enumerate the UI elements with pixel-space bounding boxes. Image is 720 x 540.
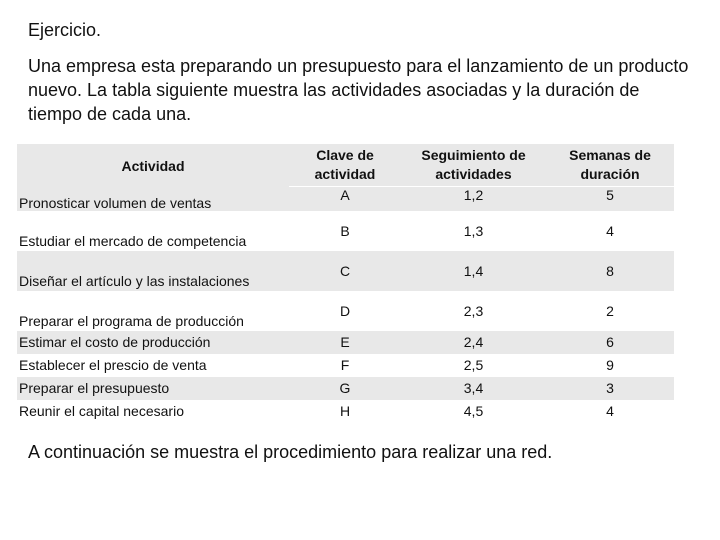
header-activity-key: Clave de actividad xyxy=(289,144,401,186)
activity-key: F xyxy=(289,354,401,377)
table-row xyxy=(17,331,674,354)
table-row xyxy=(17,400,674,423)
table-row xyxy=(17,377,674,400)
exercise-intro: Una empresa esta preparando un presupuesto para el lanzamiento de un producto nuevo. La tabla siguiente muestra las actividades asociadas y la duración de tiempo de cada una. xyxy=(28,56,689,124)
table-row xyxy=(17,291,674,331)
header-weeks: Semanas de duración xyxy=(546,144,674,186)
activity-name: Preparar el programa de producción xyxy=(17,291,289,331)
header-activity: Actividad xyxy=(17,144,289,186)
activities-table xyxy=(17,144,674,423)
header-follow-up: Seguimiento de actividades xyxy=(401,144,546,186)
activity-name: Preparar el presupuesto xyxy=(17,377,289,400)
activity-weeks: 4 xyxy=(546,400,674,423)
activity-weeks: 9 xyxy=(546,354,674,377)
activity-key: E xyxy=(289,331,401,354)
activity-name: Establecer el prescio de venta xyxy=(17,354,289,377)
activity-name: Diseñar el artículo y las instalaciones xyxy=(17,251,289,291)
activity-key: A xyxy=(289,186,401,211)
activity-weeks: 6 xyxy=(546,331,674,354)
activity-key: C xyxy=(289,251,401,291)
activity-weeks: 2 xyxy=(546,291,674,331)
activity-follow-up: 4,5 xyxy=(401,400,546,423)
table-header-row xyxy=(17,144,674,186)
activity-weeks: 4 xyxy=(546,211,674,251)
table-row xyxy=(17,211,674,251)
activity-follow-up: 3,4 xyxy=(401,377,546,400)
activity-weeks: 8 xyxy=(546,251,674,291)
activity-follow-up: 2,4 xyxy=(401,331,546,354)
activity-name: Pronosticar volumen de ventas xyxy=(17,186,289,211)
activity-name: Estudiar el mercado de competencia xyxy=(17,211,289,251)
activity-follow-up: 2,3 xyxy=(401,291,546,331)
activity-key: H xyxy=(289,400,401,423)
activity-follow-up: 1,3 xyxy=(401,211,546,251)
network-procedure-note: A continuación se muestra el procedimiento para realizar una red. xyxy=(28,442,553,462)
exercise-heading: Ejercicio. xyxy=(28,20,102,40)
activity-key: B xyxy=(289,211,401,251)
activity-weeks: 5 xyxy=(546,186,674,211)
activity-weeks: 3 xyxy=(546,377,674,400)
activity-name: Reunir el capital necesario xyxy=(17,400,289,423)
table-row xyxy=(17,354,674,377)
activity-follow-up: 2,5 xyxy=(401,354,546,377)
table-row xyxy=(17,186,674,211)
activity-key: D xyxy=(289,291,401,331)
activity-name: Estimar el costo de producción xyxy=(17,331,289,354)
table-row xyxy=(17,251,674,291)
activity-follow-up: 1,2 xyxy=(401,186,546,211)
activity-follow-up: 1,4 xyxy=(401,251,546,291)
activity-key: G xyxy=(289,377,401,400)
